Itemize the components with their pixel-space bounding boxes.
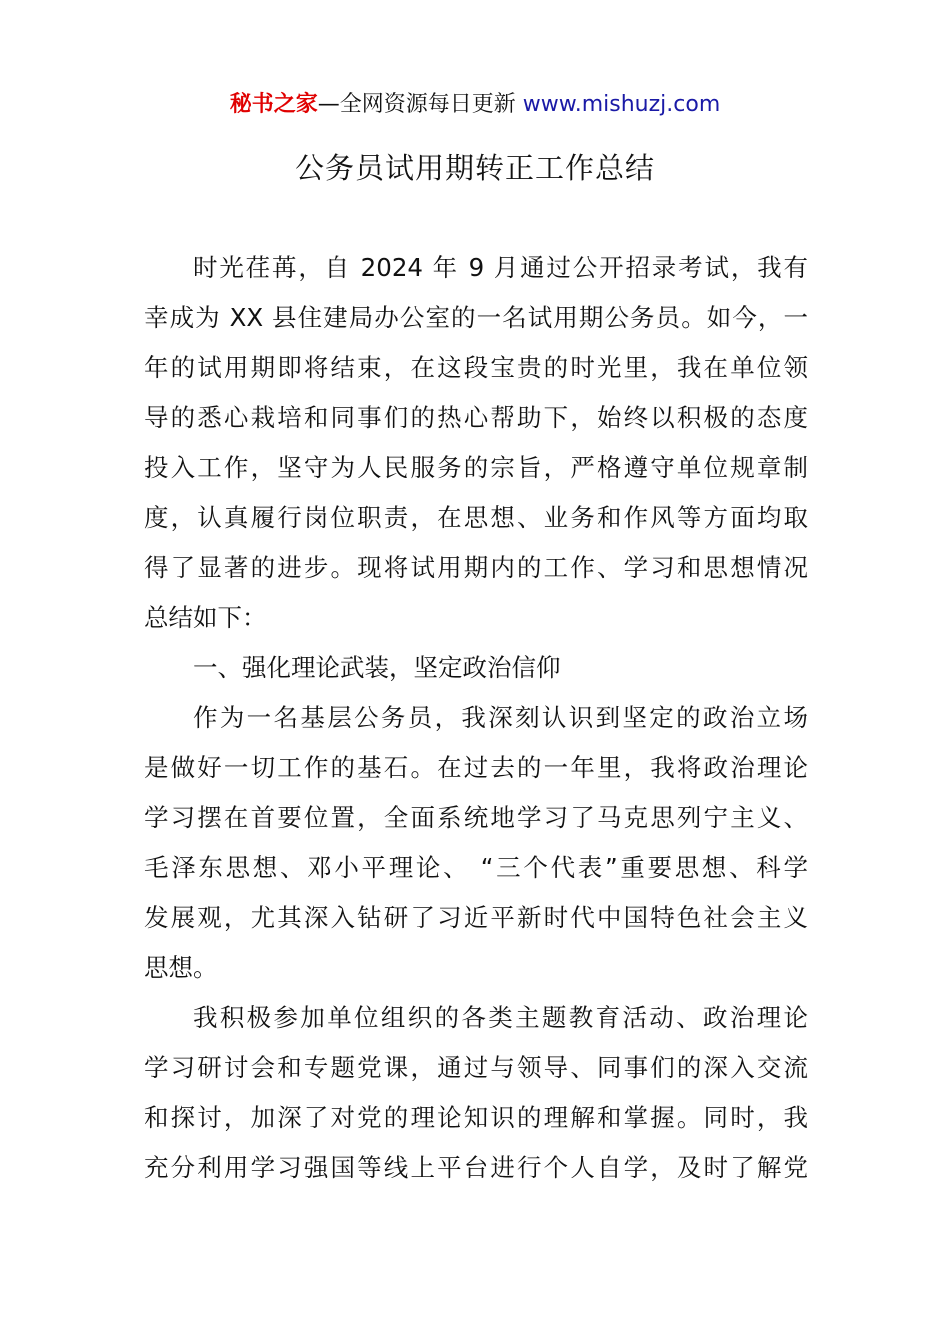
paragraph-line: 和探讨，加深了对党的理论知识的理解和掌握。同时，我: [144, 1103, 808, 1132]
document-body: [144, 243, 808, 1193]
section-heading: 一、强化理论武装，坚定政治信仰: [193, 653, 561, 682]
site-tagline: —全网资源每日更新: [317, 92, 516, 117]
paragraph-line: 时光荏苒，自 2024 年 9 月通过公开招录考试，我有: [193, 253, 808, 282]
paragraph-line: 思想。: [144, 953, 218, 982]
site-url-link[interactable]: www.mishuzj.com: [522, 92, 721, 117]
paragraph-line: 幸成为 XX 县住建局办公室的一名试用期公务员。如今，一: [144, 303, 808, 332]
paragraph-line: 导的悉心栽培和同事们的热心帮助下，始终以积极的态度: [144, 403, 808, 432]
paragraph-line: 作为一名基层公务员，我深刻认识到坚定的政治立场: [193, 703, 808, 732]
paragraph-line: 得了显著的进步。现将试用期内的工作、学习和思想情况: [144, 553, 808, 582]
site-brand: 秘书之家: [229, 92, 318, 117]
document-title: 公务员试用期转正工作总结: [294, 151, 655, 185]
paragraph-line: 我积极参加单位组织的各类主题教育活动、政治理论: [193, 1003, 808, 1032]
paragraph-line: 学习研讨会和专题党课，通过与领导、同事们的深入交流: [144, 1053, 808, 1082]
paragraph-line: 发展观，尤其深入钻研了习近平新时代中国特色社会主义: [144, 903, 808, 932]
site-header: [0, 88, 950, 122]
paragraph-line: 投入工作，坚守为人民服务的宗旨，严格遵守单位规章制: [144, 453, 808, 482]
paragraph-line: 年的试用期即将结束，在这段宝贵的时光里，我在单位领: [144, 353, 808, 382]
paragraph-line: 总结如下：: [144, 603, 267, 632]
paragraph-line: 充分利用学习强国等线上平台进行个人自学，及时了解党: [144, 1153, 808, 1182]
paragraph-line: 度，认真履行岗位职责，在思想、业务和作风等方面均取: [144, 503, 808, 532]
paragraph-line: 毛泽东思想、邓小平理论、 “三个代表”重要思想、科学: [144, 853, 808, 882]
paragraph-line: 是做好一切工作的基石。在过去的一年里，我将政治理论: [144, 753, 808, 782]
paragraph-line: 学习摆在首要位置，全面系统地学习了马克思列宁主义、: [144, 803, 808, 832]
